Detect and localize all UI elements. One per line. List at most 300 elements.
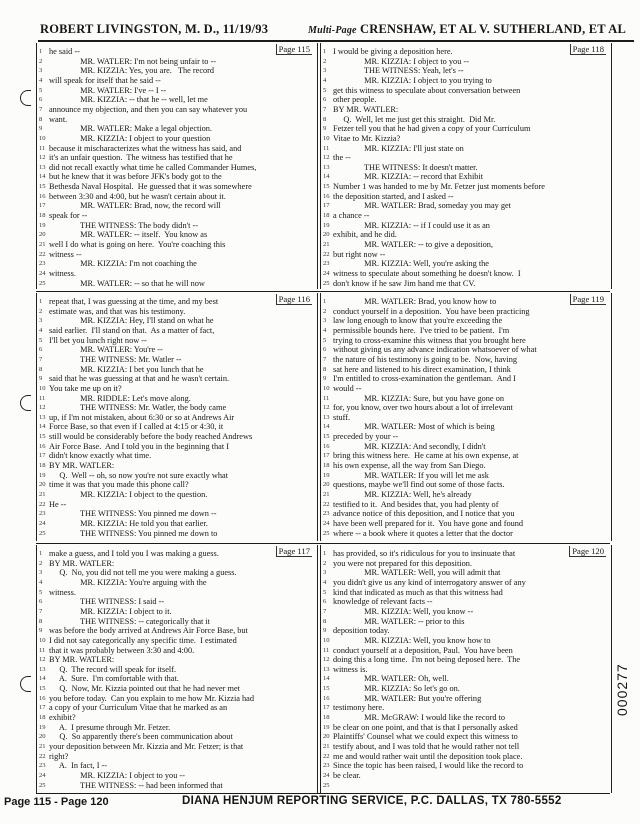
document-header [40,22,630,40]
line-text: will speak for itself that he said -- [49,75,161,85]
line-number: 5 [323,86,327,94]
line-number: 5 [323,588,327,596]
line-number: 2 [323,57,327,65]
line-text: between 3:30 and 4:00, but he wasn't certain about it. [49,191,226,201]
page-number-label: Page 115 [276,44,312,55]
line-number: 13 [39,413,46,421]
line-number: 13 [323,163,330,171]
line-text: have been well prepared for it. You have gone and found [333,518,524,528]
line-text: MR. KIZZIA: Well, you know how to [333,635,491,645]
line-number: 15 [323,433,330,441]
line-number: 18 [39,212,46,220]
line-number: 20 [323,733,330,741]
line-number: 12 [39,154,46,162]
line-number: 25 [39,781,46,789]
line-text: would -- [333,383,362,393]
header-multi-page: Multi-Page [308,25,357,36]
line-number: 7 [39,355,43,363]
line-number: 18 [39,462,46,470]
line-number: 11 [39,646,46,654]
line-text: Fetzer tell you that he had given a copy of your Curriculum [333,124,531,134]
line-number: 10 [39,384,46,392]
line-text: MR. WATLER: But you're offering [333,693,482,703]
line-number: 7 [39,105,43,113]
line-text: BY MR. WATLER: [49,558,115,568]
line-text: permissible bounds here. I've tried to be patient. I'm [333,325,510,335]
line-number: 11 [39,144,46,152]
line-text: MR. RIDDLE: Let's move along. [49,393,191,403]
line-text: without giving us any advance indication whatsoever of what [333,345,537,355]
line-text: that it was probably between 3:30 and 4:00. [49,645,195,655]
line-number: 7 [323,105,327,113]
line-number: 12 [39,404,46,412]
line-text: repeat that, I was guessing at the time, and my best [49,297,219,306]
line-number: 3 [323,67,327,75]
line-text: still would be considerably before the body reached Andrews [49,432,253,442]
line-text: conduct yourself at a deposition, Paul. You have been [333,645,513,655]
line-text: preceded by your -- [333,432,399,442]
line-number: 2 [39,307,43,315]
line-text: MR. KIZZIA: -- record that Exhibit [333,172,484,182]
line-number: 17 [39,452,46,460]
line-text: testimony here. [333,703,385,713]
line-text: right? [49,751,69,761]
line-text: MR. WATLER: If you will let me ask [333,470,489,480]
line-text: MR. WATLER: Oh, well. [333,674,449,684]
line-number: 8 [323,115,327,123]
line-text: MR. KIZZIA: So let's go on. [333,684,460,694]
line-text: kind that indicated as much as that this witness had [333,587,503,597]
line-number: 16 [39,442,46,450]
line-number: 11 [323,394,330,402]
header-case-name: CRENSHAW, ET AL V. SUTHERLAND, ET AL [360,22,626,36]
line-text: MR. WATLER: Most of which is being [333,422,495,432]
transcript-line [321,529,611,540]
line-number: 15 [39,433,46,441]
line-text: MR. KIZZIA: Sure, but you have gone on [333,393,504,403]
line-number: 14 [39,173,46,181]
line-text: BY MR. WATLER: [333,104,399,114]
line-number: 22 [323,500,330,508]
line-number: 3 [39,317,43,325]
line-number: 22 [39,500,46,508]
line-number: 17 [39,202,46,210]
line-text: MR. KIZZIA: He told you that earlier. [49,518,208,528]
line-text: A. In fact, I -- [49,761,108,771]
line-text: MR. KIZZIA: -- that he -- well, let me [49,95,208,105]
line-number: 18 [323,714,330,722]
line-number: 20 [39,733,46,741]
line-text: I'm entitled to cross-examination the gentleman. And I [333,374,516,384]
line-text: MR. KIZZIA: I'm not coaching the [49,259,197,269]
line-text: didn't know exactly what time. [49,451,152,461]
line-text: Q. No, you did not tell me you were making a guess. [49,568,237,578]
page-number-label: Page 118 [570,44,606,55]
line-number: 3 [323,317,327,325]
line-text: Plaintiffs' Counsel what we could expect this witness to [333,732,518,742]
line-number: 19 [39,471,46,479]
line-number: 23 [323,510,330,518]
line-number: 9 [323,125,327,133]
page-number-label: Page 120 [569,546,606,557]
line-text: the nature of his testimony is going to be. Now, having [333,354,518,364]
line-text: MR. KIZZIA: You're arguing with the [49,577,207,587]
line-number: 21 [323,743,330,750]
line-text: MR. KIZZIA: I object to your question [49,133,211,143]
line-number: 21 [323,241,330,248]
line-text: a copy of your Curriculum Vitae that he marked as an [49,703,228,713]
line-text: THE WITNESS: Mr. Watler -- [49,354,182,364]
line-text: estimate was, and that was his testimony. [49,306,186,316]
line-text: the deposition started, and I asked -- [333,191,454,201]
transcript-page-115 [36,43,318,289]
line-number: 25 [39,529,46,537]
line-text: did not recall exactly what time he called Commander Humes, [49,162,257,172]
line-number: 12 [323,656,330,664]
line-text: A. I presume through Mr. Fetzer. [49,722,171,732]
hole-punch-mark [20,90,31,106]
line-text: you didn't give us any kind of interrogatory answer of any [333,577,526,587]
line-number: 20 [39,231,46,239]
line-number: 14 [323,173,330,181]
line-number: 15 [323,685,330,693]
line-number: 23 [39,510,46,518]
line-number: 5 [323,336,327,344]
line-number: 1 [39,298,43,305]
line-number: 7 [323,355,327,363]
line-number: 9 [323,627,327,635]
line-text: up, if I'm not mistaken, about 6:30 or so at Andrews Air [49,412,235,422]
line-number: 9 [39,627,43,635]
line-text: MR. KIZZIA: Yes, you are. The record [49,66,215,76]
line-number: 19 [323,221,330,229]
line-number: 17 [323,202,330,210]
line-number: 21 [323,491,330,498]
line-number: 21 [39,743,46,750]
transcript-page-117 [36,545,318,793]
line-number: 25 [323,781,330,789]
line-number: 21 [39,241,46,248]
line-number: 1 [323,298,327,305]
line-text: you were not prepared for this deposition. [333,558,472,568]
line-number: 6 [323,96,327,104]
line-number: 2 [323,559,327,567]
line-number: 17 [39,704,46,712]
line-number: 5 [39,588,43,596]
line-number: 22 [323,752,330,760]
line-text: doing this a long time. I'm not being deposed here. The [333,655,521,665]
line-text: your deposition between Mr. Kizzia and Mr. Fetzer; is that [49,742,244,751]
line-text: well I do what is going on here. You're coaching this [49,240,226,249]
line-text: Q. Now, Mr. Kizzia pointed out that he had never met [49,684,240,694]
line-text: MR. KIZZIA: I object to you -- [49,770,185,780]
line-text: deposition today. [333,626,390,636]
line-text: Q. The record will speak for itself. [49,664,177,674]
line-text: was before the body arrived at Andrews Air Force Base, but [49,626,248,636]
line-text: MR. WATLER: I'm not being unfair to -- [49,56,217,66]
line-text: THE WITNESS: -- categorically that it [49,616,210,626]
line-text: bring this witness here. He came at his own expense, at [333,451,519,461]
line-text: BY MR. WATLER: [49,655,115,665]
line-number: 1 [39,48,43,55]
line-text: but he knew that it was before JFK's body got to the [49,172,222,182]
line-text: for, you know, over two hours about a lot of irrelevant [333,403,513,413]
line-number: 8 [39,115,43,123]
line-text: because it mischaracterizes what the witness has said, and [49,143,242,153]
line-text: a chance -- [333,211,370,221]
line-text: Q. So apparently there's been communication about [49,732,233,742]
line-text: MR. KIZZIA: I'll just state on [333,143,464,153]
line-text: MR. KIZZIA: Well, you're asking the [333,259,489,269]
line-number: 24 [39,771,46,779]
line-number: 22 [39,752,46,760]
line-number: 12 [323,404,330,412]
line-number: 8 [39,365,43,373]
line-number: 13 [323,665,330,673]
line-number: 22 [323,250,330,258]
line-number: 10 [323,636,330,644]
line-number: 25 [39,279,46,287]
line-number: 24 [323,519,330,527]
line-number: 24 [39,269,46,277]
line-text: MR. WATLER: -- itself. You know as [49,230,208,240]
line-text: witness. [49,587,76,597]
line-number: 7 [323,607,327,615]
line-text: He -- [49,499,67,509]
line-text: MR. WATLER: Brad, someday you may get [333,201,511,211]
line-text: advance notice of this deposition, and I notice that you [333,509,515,519]
line-text: Since the topic has been raised, I would like the record to [333,761,524,771]
line-text: conduct yourself in a deposition. You have been practicing [333,306,530,316]
line-number: 14 [323,675,330,683]
line-text: THE WITNESS: I said -- [49,597,165,607]
line-number: 16 [39,192,46,200]
line-number: 16 [323,192,330,200]
hole-punch-mark [20,395,31,411]
line-text: knowledge of relevant facts -- [333,597,433,607]
line-number: 2 [39,57,43,65]
transcript-page-118 [320,43,612,289]
line-text: MR. WATLER: Make a legal objection. [49,124,212,134]
line-text: get this witness to speculate about conversation between [333,85,521,95]
line-number: 11 [323,144,330,152]
line-number: 11 [39,394,46,402]
line-number: 25 [323,529,330,537]
line-number: 19 [39,723,46,731]
line-number: 13 [323,413,330,421]
line-number: 5 [39,86,43,94]
line-number: 5 [39,336,43,344]
line-number: 20 [323,231,330,239]
line-number: 4 [323,76,327,84]
line-number: 6 [39,598,43,606]
line-text: announce my objection, and then you can say whatever you [49,104,248,114]
line-text: MR. KIZZIA: -- if I could use it as an [333,220,490,230]
line-text: sat here and listened to his direct examination, I think [333,364,511,374]
line-text: MR. WATLER: You're -- [49,345,163,355]
line-number: 24 [323,269,330,277]
line-number: 6 [323,346,327,354]
transcript-line [37,781,317,792]
line-text: MR. WATLER: -- so that he will now [49,278,205,288]
line-number: 16 [323,442,330,450]
header-deponent-date: ROBERT LIVINGSTON, M. D., 11/19/93 [40,22,269,36]
transcript-page-119 [320,293,612,541]
line-text: witness is. [333,664,368,674]
transcript-line [321,781,611,792]
line-number: 11 [323,646,330,654]
line-text: THE WITNESS: -- had been informed that [49,780,223,790]
line-text: A. Sure. I'm comfortable with that. [49,674,179,684]
line-text: MR. WATLER: -- prior to this [333,616,465,626]
line-text: testified to it. And besides that, you had plenty of [333,499,499,509]
line-text: THE WITNESS: You pinned me down to [49,528,218,538]
line-text: MR. KIZZIA: I object to the question. [49,490,208,499]
line-text: MR. McGRAW: I would like the record to [333,713,506,723]
line-text: want. [49,114,68,124]
line-text: MR. WATLER: -- to give a deposition, [333,240,494,249]
line-number: 25 [323,279,330,287]
line-text: THE WITNESS: Mr. Watler, the body came [49,403,227,413]
transcript-line [321,279,611,289]
line-text: speak for -- [49,211,88,221]
line-text: other people. [333,95,377,105]
line-text: You take me up on it? [49,383,122,393]
line-number: 19 [323,471,330,479]
line-text: witness to speculate about something he doesn't know. I [333,268,521,278]
page-number-label: Page 117 [276,546,312,557]
line-text: testify about, and I was told that he would rather not tell [333,742,520,751]
line-number: 4 [39,76,43,84]
line-text: MR. WATLER: Brad, you know how to [333,297,497,306]
line-text: BY MR. WATLER: [49,461,115,471]
line-number: 6 [323,598,327,606]
line-number: 3 [39,569,43,577]
line-number: 12 [323,154,330,162]
line-number: 16 [323,694,330,702]
line-number: 10 [323,134,330,142]
line-text: Bethesda Naval Hospital. He guessed that it was somewhere [49,182,252,192]
line-number: 17 [323,704,330,712]
line-number: 22 [39,250,46,258]
line-text: has provided, so it's ridiculous for you to insinuate that [333,549,516,558]
line-text: said earlier. I'll stand on that. As a matter of fact, [49,325,215,335]
line-text: stuff. [333,412,351,422]
line-number: 23 [323,260,330,268]
line-number: 10 [39,636,46,644]
bates-stamp: 000277 [614,663,630,716]
line-text: MR. KIZZIA: And secondly, I didn't [333,441,486,451]
line-number: 23 [323,762,330,770]
document-footer [4,795,634,811]
line-text: make a guess, and I told you I was making a guess. [49,549,219,558]
page-number-label: Page 119 [570,294,606,305]
line-number: 4 [39,326,43,334]
line-number: 9 [39,125,43,133]
line-number: 15 [39,183,46,191]
reporting-service: DIANA HENJUM REPORTING SERVICE, P.C. DALLAS, TX 780-5552 [182,795,562,807]
line-text: MR. KIZZIA: Hey, I'll stand on what he [49,316,214,326]
line-text: MR. WATLER: Brad, now, the record will [49,201,221,211]
line-number: 18 [323,212,330,220]
line-number: 6 [39,346,43,354]
line-number: 18 [39,714,46,722]
transcript-page-120 [320,545,612,793]
line-text: MR. KIZZIA: Well, you know -- [333,606,474,616]
line-text: I'll bet you lunch right now -- [49,335,147,345]
line-number: 12 [39,656,46,664]
line-text: THE WITNESS: It doesn't matter. [333,162,478,172]
line-text: witness. [49,268,76,278]
line-text: THE WITNESS: The body didn't -- [49,220,198,230]
line-number: 19 [39,221,46,229]
line-number: 8 [323,617,327,625]
line-text: I would be giving a deposition here. [333,47,453,56]
line-text: trying to cross-examine this witness that you brought here [333,335,526,345]
line-text: exhibit, and he did. [333,230,397,240]
line-number: 8 [39,617,43,625]
line-number: 9 [323,375,327,383]
line-number: 14 [39,675,46,683]
line-text: time it was that you made this phone call? [49,480,189,490]
transcript-page-116 [36,293,318,541]
line-text: THE WITNESS: You pinned me down -- [49,509,217,519]
line-text: it's an unfair question. The witness has testified that he [49,153,233,163]
line-text: I did not say categorically any specific time. I estimated [49,635,237,645]
line-number: 6 [39,96,43,104]
line-number: 14 [39,423,46,431]
line-number: 13 [39,163,46,171]
line-number: 13 [39,665,46,673]
line-number: 10 [323,384,330,392]
line-text: MR. KIZZIA: Well, he's already [333,490,472,499]
line-number: 18 [323,462,330,470]
line-number: 20 [39,481,46,489]
line-number: 17 [323,452,330,460]
line-number: 2 [323,307,327,315]
line-text: MR. WATLER: I've -- I -- [49,85,167,95]
line-number: 24 [323,771,330,779]
line-number: 15 [39,685,46,693]
line-text: questions, maybe we'll find out some of those facts. [333,480,505,490]
line-text: MR. KIZZIA: I bet you lunch that he [49,364,204,374]
header-case-title [308,22,626,37]
line-text: MR. KIZZIA: I object to you -- [333,56,469,66]
page-number-label: Page 116 [276,294,312,305]
line-text: exhibit? [49,713,76,723]
line-number: 1 [39,550,43,557]
line-text: Air Force Base. And I told you in the beginning that I [49,441,229,451]
line-number: 10 [39,134,46,142]
hole-punch-mark [20,676,31,692]
line-number: 19 [323,723,330,731]
line-number: 15 [323,183,330,191]
line-number: 21 [39,491,46,498]
line-number: 8 [323,365,327,373]
line-text: be clear on one point, and that is that I personally asked [333,722,518,732]
header-rule [38,40,634,42]
line-number: 24 [39,519,46,527]
line-text: Q. Well -- oh, so now you're not sure exactly what [49,470,229,480]
line-text: said that he was guessing at that and he wasn't certain. [49,374,230,384]
line-text: the -- [333,153,351,163]
line-number: 9 [39,375,43,383]
line-number: 16 [39,694,46,702]
line-number: 1 [323,550,327,557]
line-text: MR. KIZZIA: I object to it. [49,606,172,616]
line-number: 4 [323,578,327,586]
transcript-line [37,279,317,289]
